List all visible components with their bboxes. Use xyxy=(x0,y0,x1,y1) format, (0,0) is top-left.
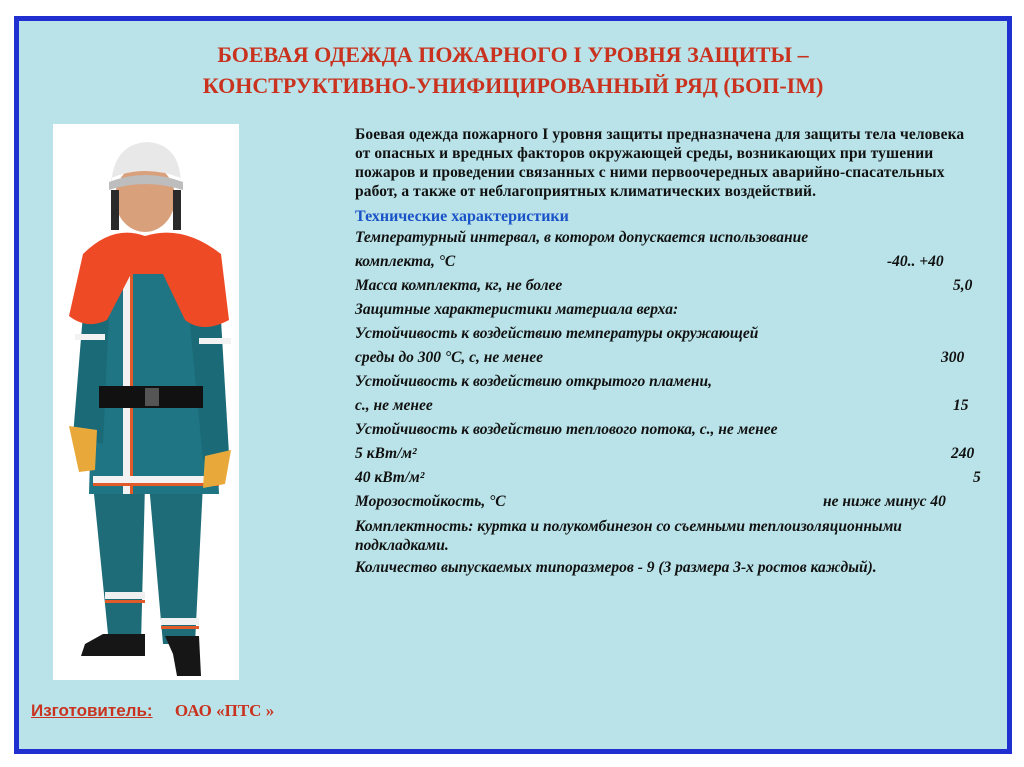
flame-label-1: Устойчивость к воздействию открытого пламени, xyxy=(355,373,713,390)
manufacturer-name: ОАО «ПТС » xyxy=(174,701,275,720)
spec-heading: Технические характеристики xyxy=(355,208,569,225)
temp-row-2 xyxy=(355,250,981,274)
flux40-value: 5 xyxy=(973,469,981,486)
heat-row-2 xyxy=(355,346,981,370)
description xyxy=(355,125,981,579)
frost-label: Морозостойкость, °С xyxy=(355,493,506,510)
flame-row-1 xyxy=(355,370,981,394)
heat-label-1: Устойчивость к воздействию температуры окружающей xyxy=(355,325,759,342)
frost-row xyxy=(355,490,981,514)
protect-label: Защитные характеристики материала верха: xyxy=(355,301,679,318)
flame-row-2 xyxy=(355,394,981,418)
flux40-label: 40 кВт/м² xyxy=(355,469,425,486)
intro-paragraph: Боевая одежда пожарного I уровня защиты предназначена для защиты тела человека от опасных и вредных факторов окружающей среды, возникающих при тушении пожаров и проведении связанных с ними первоочередных аварийно-спасательных работ, а также от неблагоприятных климатических воздействий. xyxy=(355,126,965,200)
mass-value: 5,0 xyxy=(953,277,973,294)
firefighter-illustration xyxy=(53,124,239,680)
protect-row xyxy=(355,298,981,322)
mass-row xyxy=(355,274,981,298)
heat-row-1 xyxy=(355,322,981,346)
temp-value: -40.. +40 xyxy=(887,253,944,270)
flux5-label: 5 кВт/м² xyxy=(355,445,417,462)
temp-label-2: комплекта, °С xyxy=(355,253,456,270)
flame-label-2: с., не менее xyxy=(355,397,433,414)
set-row: Комплектность: куртка и полукомбинезон со съемными теплоизоляционными подкладками. xyxy=(355,518,902,554)
frost-value: не ниже минус 40 xyxy=(823,493,946,510)
firefighter-photo xyxy=(53,124,239,680)
temp-label-1: Температурный интервал, в котором допускается использование xyxy=(355,229,809,246)
manufacturer-label: Изготовитель: xyxy=(31,701,153,720)
manufacturer xyxy=(31,701,274,721)
flux5-row xyxy=(355,442,981,466)
flux40-row xyxy=(355,466,981,490)
temp-row-1 xyxy=(355,226,981,250)
title-line-1: БОЕВАЯ ОДЕЖДА ПОЖАРНОГО I УРОВНЯ ЗАЩИТЫ – xyxy=(217,42,809,67)
slide-title xyxy=(19,39,1007,101)
heat-value: 300 xyxy=(941,349,965,366)
mass-label: Масса комплекта, кг, не более xyxy=(355,277,563,294)
sizes-row: Количество выпускаемых типоразмеров - 9 (3 размера 3-х ростов каждый). xyxy=(355,559,877,576)
flux5-value: 240 xyxy=(951,445,975,462)
flux-label: Устойчивость к воздействию теплового потока, с., не менее xyxy=(355,421,778,438)
slide-frame xyxy=(14,16,1012,754)
title-line-2: КОНСТРУКТИВНО-УНИФИЦИРОВАННЫЙ РЯД (БОП-IМ) xyxy=(202,73,824,98)
flux-row xyxy=(355,418,981,442)
flame-value: 15 xyxy=(953,397,969,414)
heat-label-2: среды до 300 °С, с, не менее xyxy=(355,349,544,366)
